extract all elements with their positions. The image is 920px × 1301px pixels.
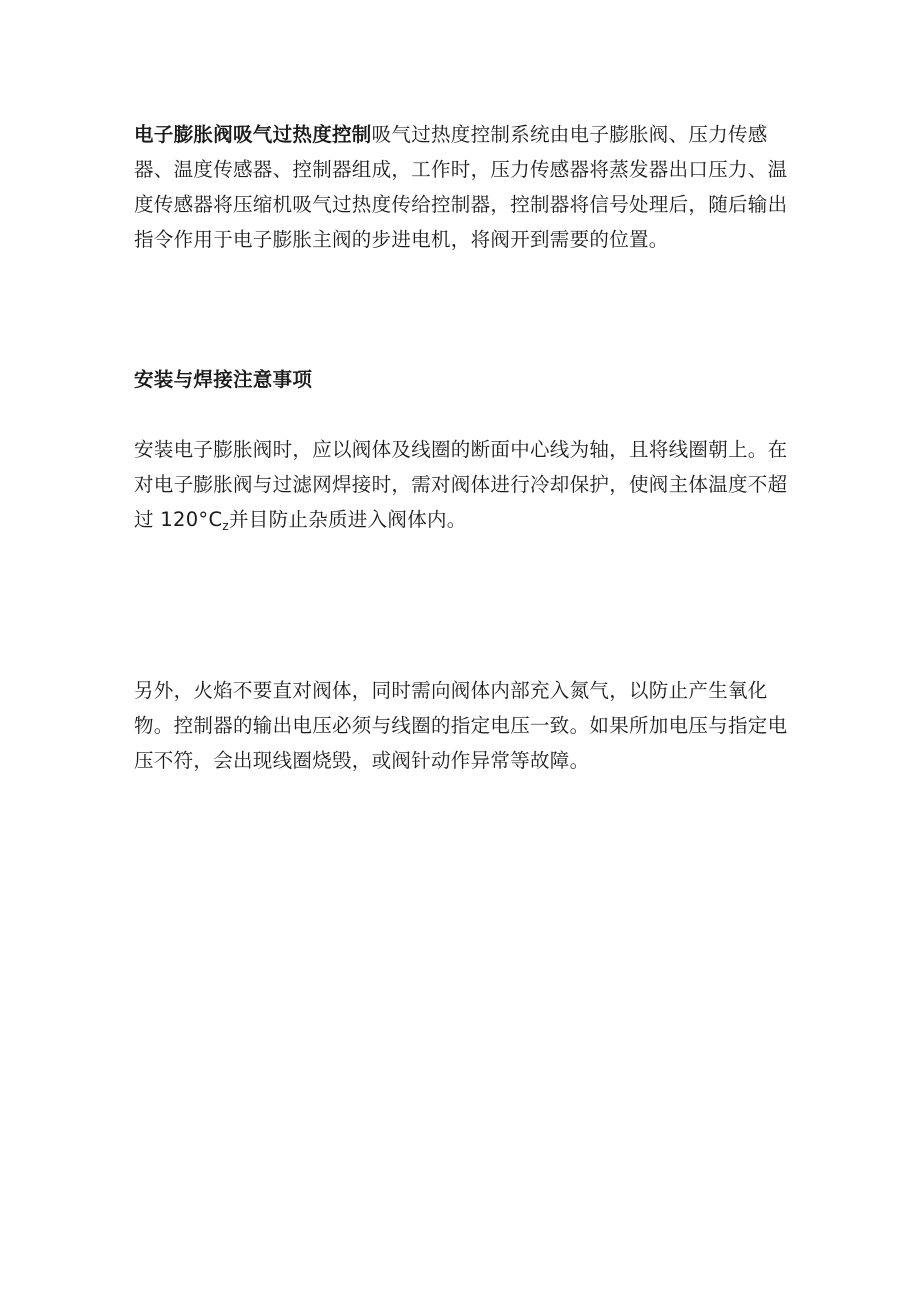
paragraph-body-part2: 并目防止杂质进入阀体内。 bbox=[229, 508, 467, 531]
paragraph-superheat-control bbox=[134, 117, 794, 257]
section-heading: 安装与焊接注意事项 bbox=[134, 368, 313, 391]
temperature-subscript: z bbox=[222, 519, 229, 533]
paragraph-body-part1: 安装电子膨胀阀时，应以阀体及线圈的断面中心线为轴，且将线圈朝上。在对电子膨胀阀与过滤网焊接时，需对阀体进行冷却保护，使阀主体温度不超过 120°C bbox=[134, 438, 788, 531]
paragraph-body: 吸气过热度控制系统由电子膨胀阀、压力传感器、温度传感器、控制器组成，工作时，压力传感器将蒸发器出口压力、温度传感器将压缩机吸气过热度传给控制器，控制器将信号处理后，随后输出指令作用于电子膨胀主阀的步进电机，将阀开到需要的位置。 bbox=[134, 123, 788, 251]
paragraph-lead-title: 电子膨胀阀吸气过热度控制 bbox=[134, 123, 372, 146]
paragraph-precautions: 另外，火焰不要直对阀体，同时需向阀体内部充入氮气，以防止产生氧化物。控制器的输出电压必须与线圈的指定电压一致。如果所加电压与指定电压不符，会出现线圈烧毁，或阀针动作异常等故障。 bbox=[134, 679, 788, 772]
paragraph-installation bbox=[134, 432, 794, 537]
